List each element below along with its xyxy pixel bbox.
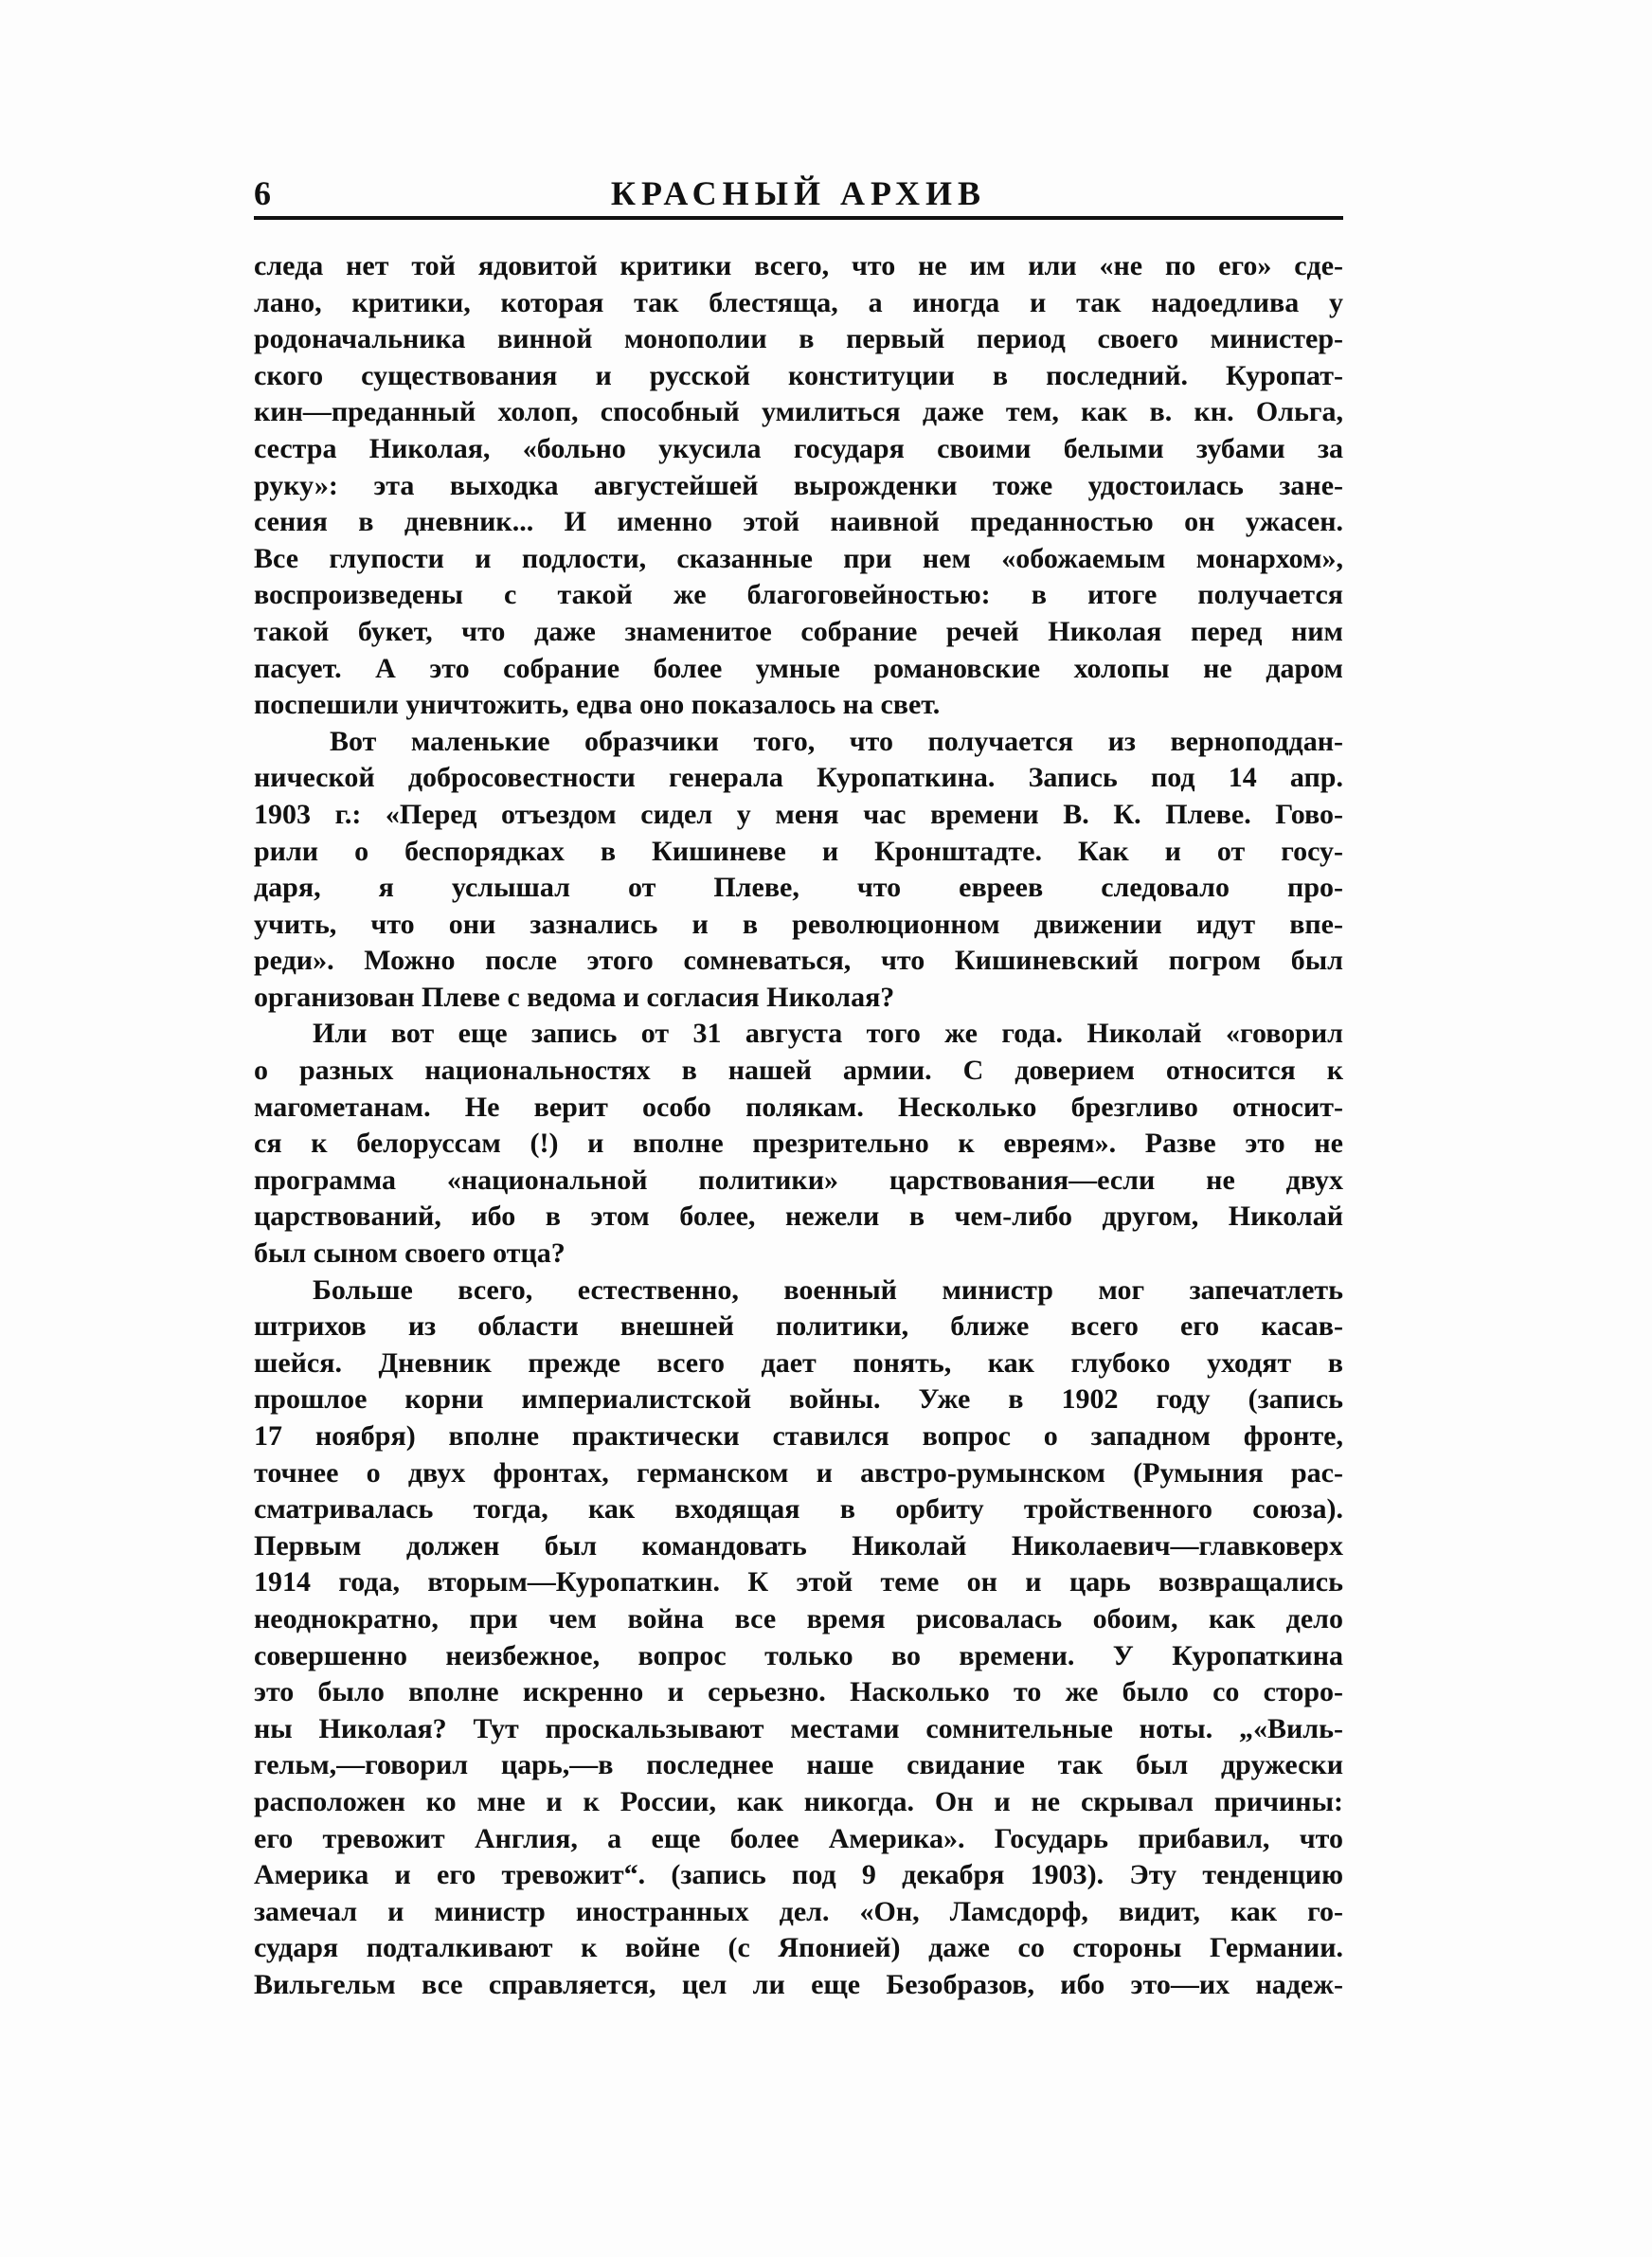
text-line: штрихов из области внешней политики, ближе всего его касав- (254, 1310, 1343, 1343)
text-line: пасует. А это собрание более умные романовские холопы не даром (254, 652, 1343, 684)
text-line: реди». Можно после этого сомневаться, что Кишиневский погром был (254, 945, 1343, 977)
text-line: 1903 г.: «Перед отъездом сидел у меня час времени В. К. Плеве. Гово- (254, 798, 1343, 830)
text-line: учить, что они зазнались и в революционном движении идут впе- (254, 908, 1343, 940)
text-line: такой букет, что даже знаменитое собрание речей Николая перед ним (254, 615, 1343, 647)
text-line: программа «национальной политики» царствования—если не двух (254, 1164, 1343, 1196)
text-line: следа нет той ядовитой критики всего, что не им или «не по его» сде- (254, 250, 1343, 281)
text-line: был сыном своего отца? (254, 1237, 566, 1270)
text-line: рили о беспорядках в Кишиневе и Кронштадте. Как и от госу- (254, 835, 1343, 867)
text-line: родоначальника винной монополии в первый период своего министер- (254, 323, 1343, 355)
text-line: сестра Николая, «больно укусила государя своими белыми зубами за (254, 432, 1343, 464)
text-line: гельм,—говорил царь,—в последнее наше свидание так был дружески (254, 1749, 1343, 1781)
text-line: Все глупости и подлости, сказанные при нем «обожаемым монархом», (254, 542, 1343, 574)
header-rule (254, 216, 1343, 220)
text-line: сматривалась тогда, как входящая в орбиту тройственного союза). (254, 1493, 1343, 1526)
text-line: Или вот еще запись от 31 августа того же года. Николай «говорил (313, 1018, 1343, 1050)
running-title: КРАСНЫЙ АРХИВ (610, 174, 987, 212)
text-line: царствований, ибо в этом более, нежели в чем-либо другом, Николай (254, 1201, 1343, 1233)
text-line: Америка и его тревожит“. (запись под 9 декабря 1903). Эту тенденцию (254, 1859, 1343, 1891)
text-line: его тревожит Англия, а еще более Америка». Государь прибавил, что (254, 1822, 1343, 1854)
text-line: Первым должен был командовать Николай Николаевич—главковерх (254, 1529, 1343, 1562)
text-line: руку»: эта выходка августейшей вырожденки тоже удостоилась зане- (254, 469, 1343, 501)
text-line: Больше всего, естественно, военный министр мог запечатлеть (313, 1273, 1343, 1306)
text-line: 17 ноября) вполне практически ставился вопрос о западном фронте, (254, 1420, 1343, 1452)
text-line: прошлое корни империалистской войны. Уже в 1902 году (запись (254, 1383, 1343, 1416)
text-line: совершенно неизбежное, вопрос только во времени. У Куропаткина (254, 1639, 1343, 1671)
text-line: это было вполне искренно и серьезно. Насколько то же было со сторо- (254, 1676, 1343, 1708)
body-text (254, 248, 1343, 2004)
text-line: поспешили уничтожить, едва оно показалось на свет. (254, 689, 941, 721)
text-line: ся к белоруссам (!) и вполне презрительно к евреям». Разве это не (254, 1128, 1343, 1160)
page-header (254, 169, 1343, 218)
text-line: воспроизведены с такой же благоговейностью: в итоге получается (254, 579, 1343, 611)
text-line: неоднократно, при чем война все время рисовалась обоим, как дело (254, 1602, 1343, 1634)
text-line: даря, я услышал от Плеве, что евреев следовало про- (254, 872, 1343, 904)
text-line: Вильгельм все справляется, цел ли еще Безобразов, ибо это—их надеж- (254, 1968, 1343, 2000)
text-line: 1914 года, вторым—Куропаткин. К этой теме он и царь возвращались (254, 1566, 1343, 1598)
text-line: сударя подталкивают к войне (с Японией) даже со стороны Германии. (254, 1932, 1343, 1964)
text-line: о разных национальностях в нашей армии. С доверием относится к (254, 1055, 1343, 1087)
text-line: Вот маленькие образчики того, что получается из верноподдан- (330, 725, 1343, 757)
text-line: сения в дневник... И именно этой наивной преданностью он ужасен. (254, 506, 1343, 538)
text-line: точнее о двух фронтах, германском и австро-румынском (Румыния рас- (254, 1456, 1343, 1489)
text-line: кин—преданный холоп, способный умилиться даже тем, как в. кн. Ольга, (254, 396, 1343, 428)
text-line: расположен ко мне и к России, как никогда. Он и не скрывал причины: (254, 1785, 1343, 1817)
text-line: магометанам. Не верит особо полякам. Несколько брезгливо относит- (254, 1091, 1343, 1123)
text-line: лано, критики, которая так блестяща, а иногда и так надоедлива у (254, 286, 1343, 318)
text-line: ского существования и русской конституции в последний. Куропат- (254, 359, 1343, 391)
page-number: 6 (254, 174, 271, 212)
text-line: нической добросовестности генерала Куропаткина. Запись под 14 апр. (254, 762, 1343, 794)
text-line: организован Плеве с ведома и согласия Николая? (254, 981, 895, 1013)
text-line: замечал и министр иностранных дел. «Он, Ламсдорф, видит, как го- (254, 1895, 1343, 1927)
text-line: ны Николая? Тут проскальзывают местами сомнительные ноты. „«Виль- (254, 1712, 1343, 1744)
text-line: шейся. Дневник прежде всего дает понять, как глубоко уходят в (254, 1346, 1343, 1379)
